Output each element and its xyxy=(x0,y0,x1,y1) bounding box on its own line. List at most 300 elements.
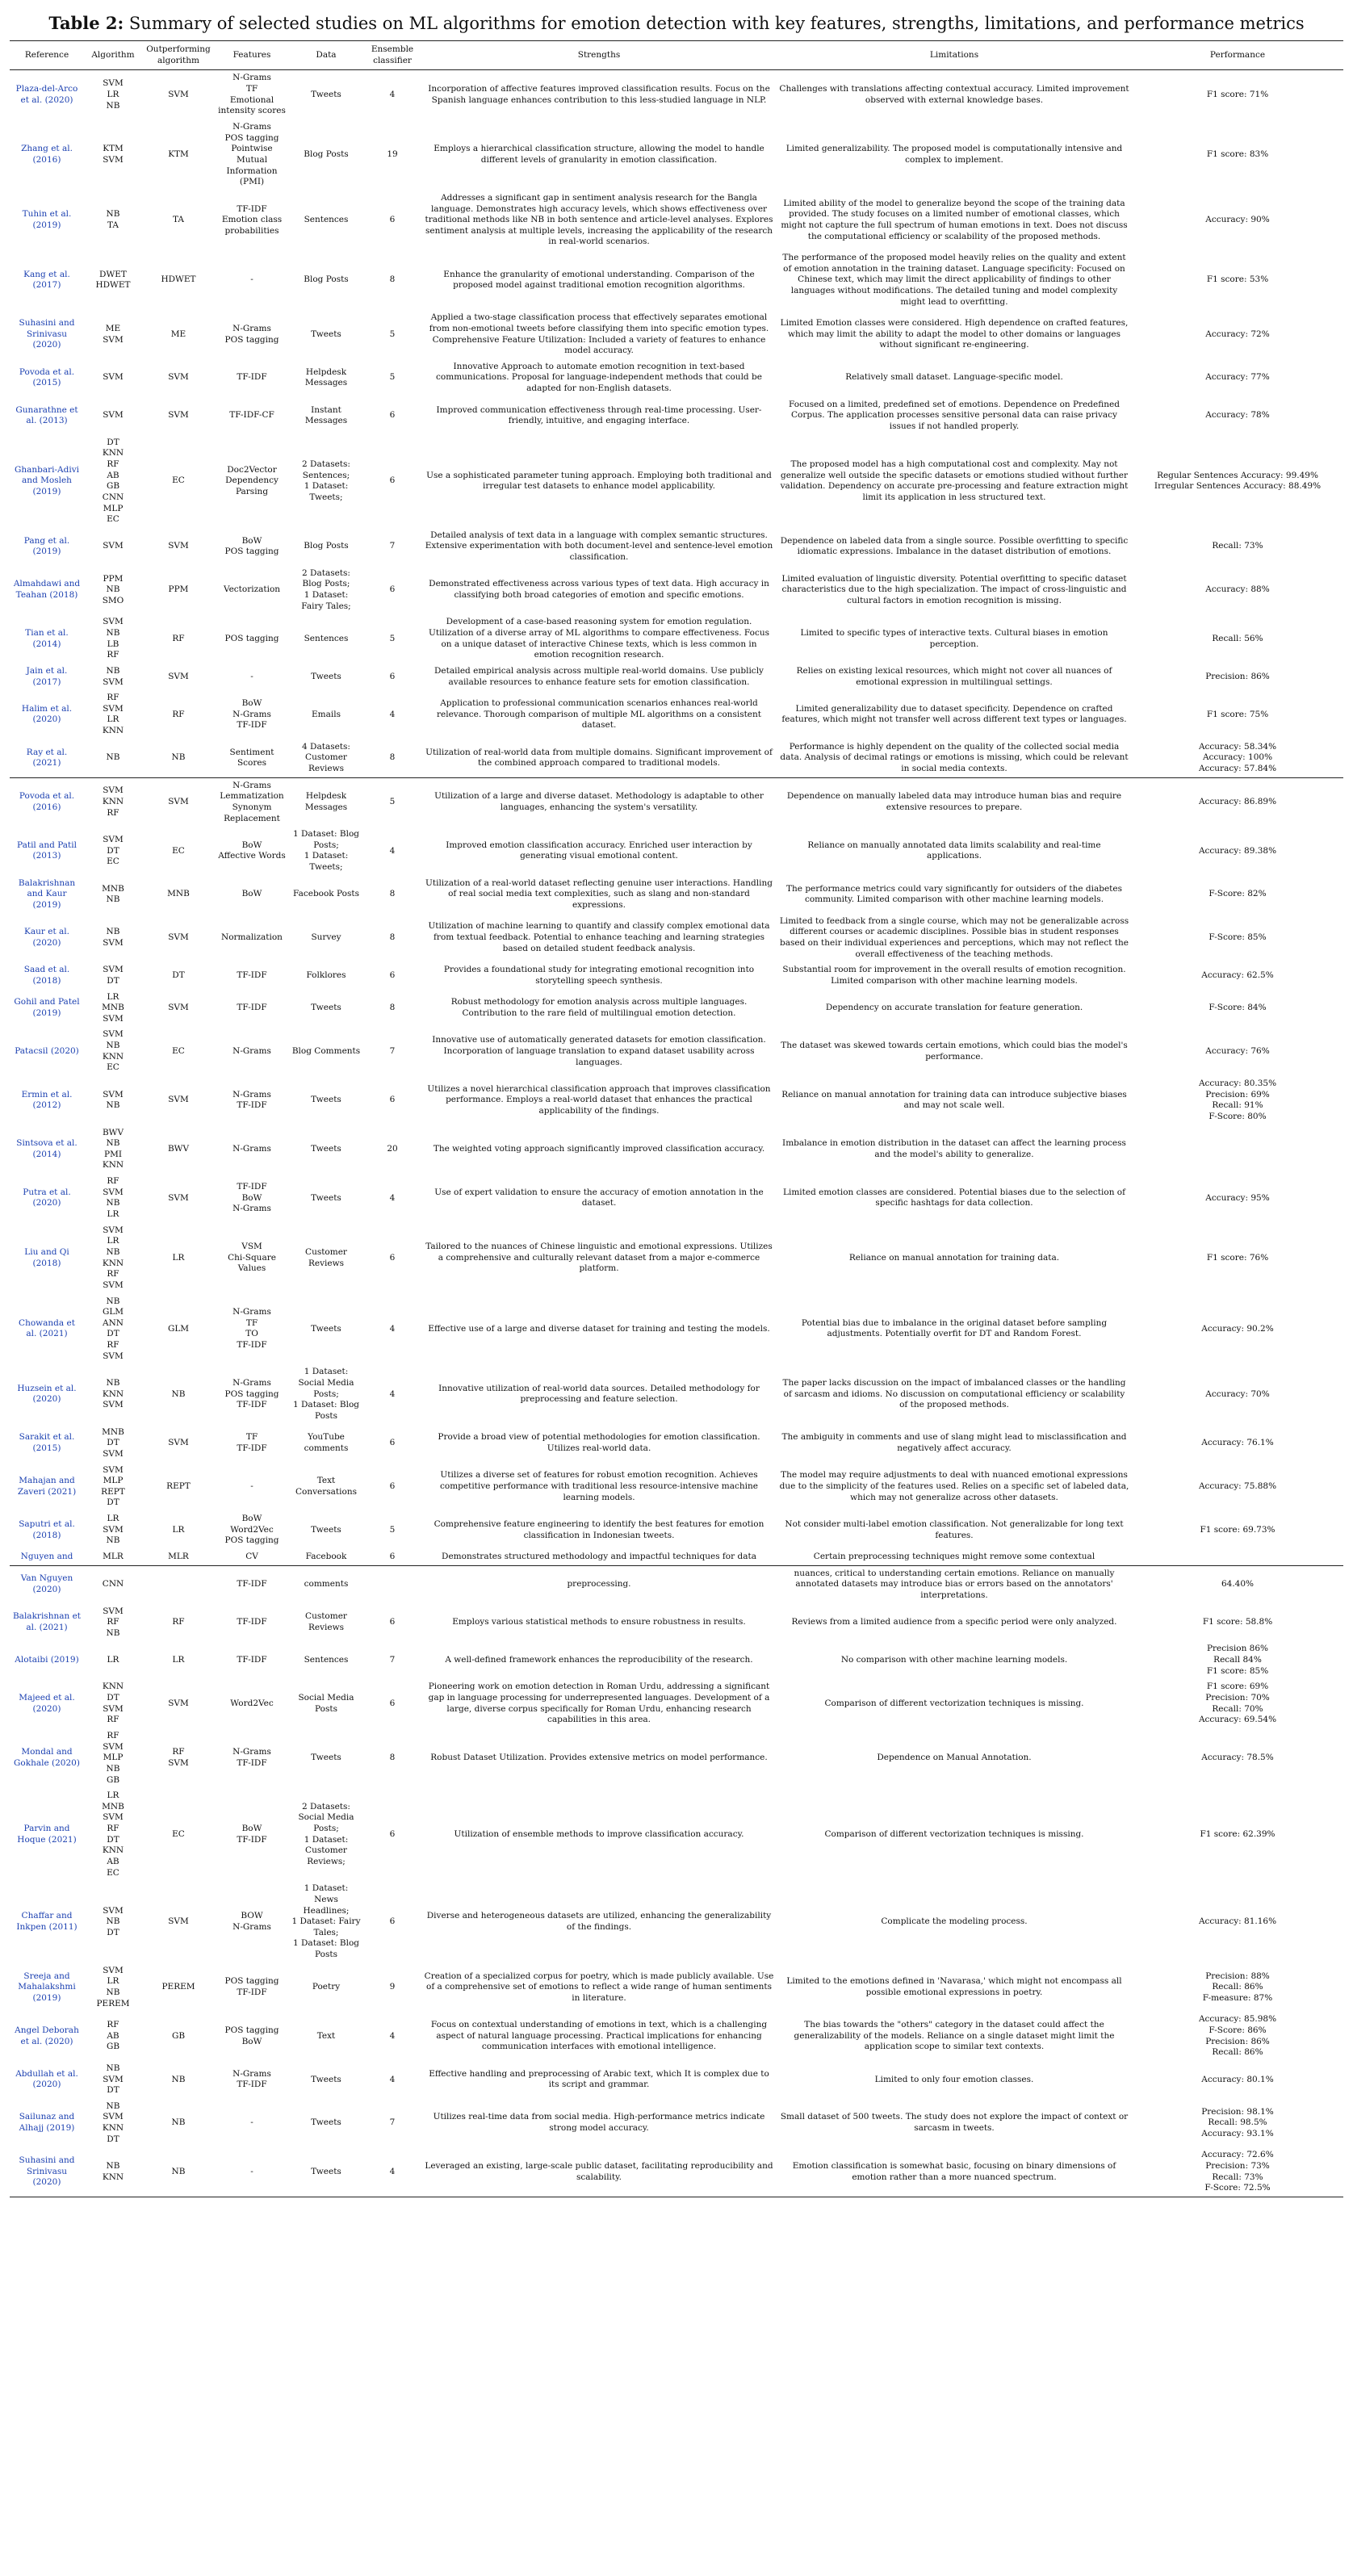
features-cell: TF-IDF Emotion class probabilities xyxy=(221,203,283,236)
performance-cell: Accuracy: 95% xyxy=(1205,1192,1270,1203)
table-row xyxy=(10,435,1343,528)
data-cell: Customer Reviews xyxy=(305,1611,347,1632)
ensemble-cell: 6 xyxy=(389,410,396,421)
header-limitations: Limitations xyxy=(777,41,1132,70)
data-cell: Tweets xyxy=(311,1095,341,1105)
algorithm-cell: NB GLM ANN DT RF SVM xyxy=(102,1296,124,1361)
performance-cell: Accuracy: 78.5% xyxy=(1201,1753,1274,1763)
reference-cell[interactable]: Putra et al. (2020) xyxy=(23,1187,71,1208)
strengths-cell: Utilization of real-world data from multiple domains. Significant improvement of the combined approach compared to traditional models. xyxy=(421,739,777,777)
performance-cell: Accuracy: 76% xyxy=(1205,1045,1270,1056)
table-row xyxy=(10,1174,1343,1223)
reference-cell[interactable]: Sreeja and Mahalakshmi (2019) xyxy=(18,1971,76,2003)
table-row xyxy=(10,827,1343,876)
reference-cell[interactable]: Plaza-del-Arco et al. (2020) xyxy=(15,84,78,105)
algorithm-cell: RF SVM MLP NB GB xyxy=(103,1730,124,1785)
reference-cell[interactable]: Povoda et al. (2015) xyxy=(19,367,75,388)
algorithm-cell: MLR xyxy=(84,1549,142,1565)
reference-cell[interactable]: Suhasini and Srinivasu (2020) xyxy=(19,318,75,350)
ensemble-cell: 20 xyxy=(387,1144,398,1154)
reference-cell[interactable]: Halim et al. (2020) xyxy=(21,703,73,725)
performance-cell: Accuracy: 90% xyxy=(1205,215,1270,225)
strengths-cell: Provide a broad view of potential methodologies for emotion classification. Utilizes real-world data. xyxy=(438,1432,760,1454)
performance-cell: Accuracy: 78% xyxy=(1205,410,1270,421)
table-row xyxy=(10,1425,1343,1463)
features-cell: TF-IDF xyxy=(237,1579,267,1590)
reference-cell[interactable]: Balakrishnan and Kaur (2019) xyxy=(18,878,76,911)
data-cell: Tweets xyxy=(311,1003,341,1013)
data-cell: Blog Posts xyxy=(304,541,349,551)
ensemble-cell: 6 xyxy=(389,215,396,225)
header-reference: Reference xyxy=(10,41,84,70)
performance-cell: Precision 86% Recall 84% F1 score: 85% xyxy=(1206,1644,1269,1676)
performance-cell: Accuracy: 85.98% F-Score: 86% Precision: 86% Recall: 86% xyxy=(1198,2014,1277,2058)
table-row xyxy=(10,1294,1343,1365)
reference-cell[interactable]: Tian et al. (2014) xyxy=(25,627,69,649)
reference-cell[interactable]: Sarakit et al. (2015) xyxy=(19,1432,75,1454)
data-cell: Instant Messages xyxy=(304,404,348,426)
table-row xyxy=(10,397,1343,435)
limitations-cell: Relies on existing lexical resources, which might not cover all nuances of emotional expression in multilingual settings. xyxy=(796,665,1112,687)
table-row xyxy=(10,191,1343,250)
outperforming-cell: SVM xyxy=(168,1916,189,1927)
limitations-cell: The performance of the proposed model heavily relies on the quality and extent of emotion annotation in the training dataset. Language specificity: Focused on Chinese text, which may limit the direct applicability of findings to other languages without modifications. The detailed tuning and model complexity might lead to overfitting. xyxy=(782,253,1126,307)
outperforming-cell: SVM xyxy=(168,89,189,99)
reference-cell[interactable]: Gohil and Patel (2019) xyxy=(14,997,80,1018)
outperforming-cell: SVM xyxy=(168,1438,189,1448)
limitations-cell: Limited evaluation of linguistic diversity. Potential overfitting to specific dataset characteristics due to the high specialization. The impact of cross-linguistic and cultural factors in emotion recognition is missing. xyxy=(781,573,1127,605)
performance-cell: Precision: 88% Recall: 86% F-measure: 87% xyxy=(1202,1971,1273,2003)
outperforming-cell: NB xyxy=(171,2117,186,2128)
features-cell: POS tagging TF-IDF xyxy=(224,1976,279,1998)
table-row xyxy=(10,1565,1343,1603)
table-row xyxy=(10,739,1343,777)
reference-cell[interactable]: Tuhin et al. (2019) xyxy=(22,209,72,230)
data-cell: Tweets xyxy=(311,1753,341,1763)
reference-cell[interactable]: Ray et al. (2021) xyxy=(10,739,84,777)
header-strengths: Strengths xyxy=(421,41,777,70)
data-cell: Tweets xyxy=(311,671,341,681)
strengths-cell: Addresses a significant gap in sentiment analysis research for the Bangla language. Demonstrates high accuracy levels, which shows effectiveness over traditional methods like NB in both sentence and article-level analyses. Explores sentiment analysis at multiple levels, increasing the applicability of the research in real-world scenarios. xyxy=(425,192,773,247)
ensemble-cell: 4 xyxy=(389,709,396,719)
reference-cell[interactable]: Abdullah et al. (2020) xyxy=(15,2068,78,2090)
reference-cell[interactable]: Mahajan and Zaveri (2021) xyxy=(17,1476,77,1497)
limitations-cell: Relatively small dataset. Language-specific model. xyxy=(845,372,1063,383)
features-cell: - xyxy=(250,1481,253,1491)
features-cell: CV xyxy=(215,1549,289,1565)
features-cell: Sentiment Scores xyxy=(215,739,289,777)
header-row xyxy=(10,41,1343,70)
table-row xyxy=(10,1511,1343,1549)
outperforming-cell: RF xyxy=(172,633,185,643)
ensemble-cell: 4 xyxy=(363,2147,421,2197)
outperforming-cell: BWV xyxy=(167,1144,190,1154)
ensemble-cell: 8 xyxy=(389,932,396,943)
limitations-cell: Emotion classification is somewhat basic, focusing on binary dimensions of emotion rather than a more nuanced spectrum. xyxy=(777,2147,1132,2197)
strengths-cell: Applied a two-stage classification process that effectively separates emotional from non-emotional tweets before classifying them into specific emotion types. Comprehensive Feature Utilization: Included a variety of features to enhance model accuracy. xyxy=(429,312,769,356)
algorithm-cell: NB TA xyxy=(106,209,120,230)
data-cell: Facebook xyxy=(289,1549,363,1565)
algorithm-cell: SVM NB xyxy=(103,1089,124,1111)
performance-cell: 64.40% xyxy=(1221,1579,1255,1590)
table-row xyxy=(10,690,1343,739)
strengths-cell: Enhance the granularity of emotional understanding. Comparison of the proposed model against traditional emotion recognition algorithms. xyxy=(443,269,755,291)
strengths-cell: Effective handling and preprocessing of Arabic text, which It is complex due to its script and grammar. xyxy=(429,2068,769,2090)
ensemble-cell: 6 xyxy=(389,1438,396,1448)
outperforming-cell: EC xyxy=(172,1045,185,1056)
features-cell: N-Grams POS tagging TF-IDF xyxy=(224,1378,279,1410)
strengths-cell: Employs a hierarchical classification structure, allowing the model to handle different levels of granularity in emotion classification. xyxy=(434,144,764,165)
reference-cell[interactable]: Gunarathne et al. (2013) xyxy=(15,404,78,426)
data-cell: Tweets xyxy=(311,89,341,99)
ensemble-cell: 7 xyxy=(389,2117,396,2128)
algorithm-cell: SVM DT EC xyxy=(103,835,124,867)
outperforming-cell: SVM xyxy=(168,410,189,421)
limitations-cell: Potential bias due to imbalance in the original dataset before sampling adjustments. Potentially overfit for DT and Random Forest. xyxy=(801,1317,1108,1339)
strengths-cell: A well-defined framework enhances the reproducibility of the research. xyxy=(445,1655,753,1665)
reference-cell[interactable]: Balakrishnan et al. (2021) xyxy=(12,1611,82,1632)
table-caption xyxy=(10,13,1343,34)
outperforming-cell: LR xyxy=(172,1524,185,1535)
data-cell: Helpdesk Messages xyxy=(304,791,348,812)
limitations-cell: Performance is highly dependent on the quality of the collected social media data. Analysis of decimal ratings or emotions is missing, which could be relevant in social media contexts. xyxy=(777,739,1132,777)
reference-cell[interactable]: Liu and Qi (2018) xyxy=(24,1246,69,1268)
performance-cell: Accuracy: 80.1% xyxy=(1201,2074,1274,2084)
performance-cell: Recall: 73% xyxy=(1212,541,1263,551)
limitations-cell: Reliance on manually annotated data limits scalability and real-time applications. xyxy=(807,840,1101,861)
reference-cell[interactable]: Povoda et al. (2016) xyxy=(19,791,75,812)
performance-cell: F1 score: 58.8% xyxy=(1202,1617,1273,1627)
table-row xyxy=(10,2012,1343,2061)
reference-cell[interactable]: Chowanda et al. (2021) xyxy=(19,1317,75,1339)
strengths-cell: Detailed analysis of text data in a language with complex semantic structures. Extensive experimentation with both document-level and sentence-level emotion classification. xyxy=(425,530,773,563)
limitations-cell: The ambiguity in comments and use of slang might lead to misclassification and negatively affect accuracy. xyxy=(781,1432,1127,1454)
data-cell: 2 Datasets: Sentences; 1 Dataset: Tweets; xyxy=(302,459,350,502)
features-cell: VSM Chi-Square Values xyxy=(228,1242,276,1274)
algorithm-cell: SVM KNN RF xyxy=(102,785,124,818)
reference-cell[interactable]: Kang et al. (2017) xyxy=(23,269,70,291)
ensemble-cell: 6 xyxy=(389,970,396,981)
header-features: Features xyxy=(215,41,289,70)
algorithm-cell: SVM DT xyxy=(103,965,124,986)
strengths-cell: Application to professional communication scenarios enhances real-world relevance. Thorough comparison of multiple ML algorithms on a consistent dataset. xyxy=(437,697,761,731)
limitations-cell: Reliance on manual annotation for training data can introduce subjective biases and may not scale well. xyxy=(781,1089,1127,1111)
table-row xyxy=(10,1125,1343,1175)
features-cell: N-Grams TF TO TF-IDF xyxy=(232,1307,271,1351)
strengths-cell: Focus on contextual understanding of emotions in text, which is a challenging aspect of natural language processing. Practical implications for enhancing communication interfaces with emotional intelligence. xyxy=(430,2020,768,2052)
table-row xyxy=(10,1728,1343,1788)
strengths-cell: Innovative Approach to automate emotion recognition in text-based communications. Proposal for language-independent methods that could be adapted for non-English datasets. xyxy=(436,361,762,394)
performance-cell xyxy=(1132,1125,1343,1175)
reference-cell[interactable]: Majeed et al. (2020) xyxy=(19,1693,75,1714)
ensemble-cell: 6 xyxy=(389,1916,396,1927)
algorithm-cell: SVM LR NB KNN RF SVM xyxy=(102,1225,124,1290)
limitations-cell: Reviews from a limited audience from a specific period were only analyzed. xyxy=(791,1617,1117,1627)
table-row xyxy=(10,1604,1343,1642)
table-row xyxy=(10,310,1343,359)
ensemble-cell: 8 xyxy=(363,739,421,777)
ensemble-cell: 8 xyxy=(389,1753,396,1763)
data-cell: Blog Comments xyxy=(291,1045,361,1056)
reference-cell[interactable]: Nguyen and xyxy=(10,1549,84,1565)
strengths-cell: Employs various statistical methods to ensure robustness in results. xyxy=(452,1617,746,1627)
strengths-cell: Tailored to the nuances of Chinese linguistic and emotional expressions. Utilizes a comprehensive and culturally relevant dataset from a major e-commerce platform. xyxy=(425,1242,773,1274)
limitations-cell: Certain preprocessing techniques might remove some contextual xyxy=(777,1549,1132,1565)
data-cell: Tweets xyxy=(311,2117,341,2128)
features-cell: N-Grams TF-IDF xyxy=(232,1089,271,1111)
header-performance: Performance xyxy=(1132,41,1343,70)
table-row xyxy=(10,1679,1343,1728)
performance-cell: F1 score: 76% xyxy=(1206,1252,1269,1263)
algorithm-cell: LR xyxy=(107,1655,119,1665)
reference-cell[interactable]: Suhasini and Srinivasu (2020) xyxy=(10,2147,84,2197)
caption-label: Table 2: xyxy=(48,13,124,33)
features-cell: TF-IDF-CF xyxy=(229,410,274,421)
ensemble-cell: 5 xyxy=(389,1524,396,1535)
table-row xyxy=(10,528,1343,566)
features-cell: Word2Vec xyxy=(230,1698,274,1708)
strengths-cell: Improved emotion classification accuracy. Enriched user interaction by generating visual emotional content. xyxy=(446,840,752,861)
outperforming-cell: PPM xyxy=(168,584,189,595)
features-cell: N-Grams TF Emotional intensity scores xyxy=(218,73,286,116)
ensemble-cell: 8 xyxy=(389,274,396,285)
algorithm-cell: LR MNB SVM xyxy=(102,991,124,1024)
reference-cell[interactable]: Almahdawi and Teahan (2018) xyxy=(13,579,81,601)
data-cell: Tweets xyxy=(311,1192,341,1203)
limitations-cell: Limited to the emotions defined in 'Navarasa,' which might not encompass all possible emotional expressions in poetry. xyxy=(786,1976,1122,1998)
strengths-cell: Use of expert validation to ensure the accuracy of emotion annotation in the dataset. xyxy=(434,1187,764,1208)
outperforming-cell: KTM xyxy=(168,149,189,160)
limitations-cell: Small dataset of 500 tweets. The study does not explore the impact of context or sarcasm in tweets. xyxy=(780,2112,1129,2134)
ensemble-cell: 4 xyxy=(389,89,396,99)
header-algorithm: Algorithm xyxy=(84,41,142,70)
algorithm-cell: SVM LR NB PEREM xyxy=(96,1965,130,2008)
outperforming-cell: MLR xyxy=(142,1549,215,1565)
ensemble-cell: 6 xyxy=(389,1698,396,1708)
performance-cell: Accuracy: 76.1% xyxy=(1201,1438,1274,1448)
reference-cell[interactable]: Pang et al. (2019) xyxy=(23,535,70,557)
algorithm-cell: RF SVM LR KNN xyxy=(102,693,124,736)
features-cell: Doc2Vector Dependency Parsing xyxy=(225,464,279,497)
strengths-cell: Creation of a specialized corpus for poetry, which is made publicly available. Use of a comprehensive set of emotions to reflect a wide range of human sentiments in literature. xyxy=(424,1971,774,2003)
strengths-cell: Development of a case-based reasoning system for emotion regulation. Utilization of a diverse array of ML algorithms to compare effectiveness. Focus on a unique dataset of interactive Chinese texts, which is less common in emotion recognition research. xyxy=(429,617,769,660)
table-row xyxy=(10,359,1343,397)
strengths-cell: Demonstrates structured methodology and impactful techniques for data xyxy=(421,1549,777,1565)
features-cell: TF-IDF BoW N-Grams xyxy=(232,1181,271,1214)
algorithm-cell: SVM LR NB xyxy=(103,78,124,111)
outperforming-cell: SVM xyxy=(168,1698,189,1708)
data-cell: 1 Dataset: Blog Posts; 1 Dataset: Tweets; xyxy=(293,829,359,873)
ensemble-cell: 4 xyxy=(389,1389,396,1399)
features-cell: BoW POS tagging xyxy=(224,535,279,557)
table-row xyxy=(10,1788,1343,1881)
limitations-cell: Substantial room for improvement in the overall results of emotion recognition. Limited comparison with other machine learning models. xyxy=(782,965,1126,986)
performance-cell: F-Score: 85% xyxy=(1208,932,1267,943)
table-row xyxy=(10,1641,1343,1679)
data-cell: Tweets xyxy=(311,2074,341,2084)
outperforming-cell xyxy=(142,1565,215,1603)
table-row xyxy=(10,250,1343,310)
reference-cell[interactable]: Parvin and Hoque (2021) xyxy=(17,1824,77,1845)
limitations-cell: The bias towards the "others" category in the dataset could affect the generalizability of the models. Reliance on a single dataset might limit the application scope to similar text contexts. xyxy=(794,2020,1115,2052)
reference-cell[interactable]: Sailunaz and Alhajj (2019) xyxy=(19,2112,75,2134)
performance-cell: F1 score: 69.73% xyxy=(1200,1524,1276,1535)
algorithm-cell: SVM NB DT xyxy=(103,1905,124,1937)
performance-cell: F1 score: 62.39% xyxy=(1200,1828,1276,1839)
ensemble-cell: 4 xyxy=(389,2074,396,2084)
performance-cell: Precision: 86% xyxy=(1205,671,1270,681)
performance-cell: F-Score: 84% xyxy=(1208,1003,1267,1013)
outperforming-cell: LR xyxy=(172,1655,185,1665)
features-cell: N-Grams xyxy=(232,1045,271,1056)
table-row xyxy=(10,70,1343,119)
reference-cell[interactable]: Ghanbari-Adivi and Mosleh (2019) xyxy=(14,464,80,497)
limitations-cell: The dataset was skewed towards certain emotions, which could bias the model's performance. xyxy=(781,1041,1128,1062)
algorithm-cell: SVM NB LB RF xyxy=(103,617,124,660)
algorithm-cell: KNN DT SVM RF xyxy=(102,1682,124,1725)
strengths-cell: Demonstrated effectiveness across various types of text data. High accuracy in classifying both broad categories of emotion and specific emotions. xyxy=(429,579,769,601)
limitations-cell: The paper lacks discussion on the impact of imbalanced classes or the handling of sarcasm and idioms. No discussion on computational efficiency or scalability of the proposed methods. xyxy=(782,1378,1126,1410)
performance-cell: Accuracy: 80.35% Precision: 69% Recall: 91% F-Score: 80% xyxy=(1198,1079,1277,1121)
reference-cell[interactable]: Patil and Patil (2013) xyxy=(17,840,77,861)
outperforming-cell: SVM xyxy=(168,1095,189,1105)
reference-cell[interactable]: Van Nguyen (2020) xyxy=(20,1573,73,1595)
algorithm-cell: NB SVM xyxy=(103,927,124,948)
performance-cell: Recall: 56% xyxy=(1212,633,1263,643)
ensemble-cell: 4 xyxy=(389,1323,396,1334)
data-cell: Tweets xyxy=(289,2147,363,2197)
data-cell: Tweets xyxy=(311,1524,341,1535)
limitations-cell: Limited generalizability. The proposed model is computationally intensive and complex to implement. xyxy=(785,144,1123,165)
features-cell: TF TF-IDF xyxy=(237,1432,267,1454)
limitations-cell: Dependence on manually labeled data may introduce human bias and require extensive resources to prepare. xyxy=(786,791,1122,812)
table-body xyxy=(10,70,1343,2197)
reference-cell[interactable]: Angel Deborah et al. (2020) xyxy=(15,2025,79,2046)
performance-cell: Accuracy: 90.2% xyxy=(1201,1323,1274,1334)
strengths-cell: Utilizes a novel hierarchical classification approach that improves classification performance. Employs a real-world dataset that enhances the practical applicability of the findings. xyxy=(427,1083,771,1116)
limitations-cell: Imbalance in emotion distribution in the dataset can affect the learning process and the model's ability to generalize. xyxy=(782,1138,1126,1159)
reference-cell[interactable]: Kaur et al. (2020) xyxy=(24,927,69,948)
reference-cell[interactable]: Saputri et al. (2018) xyxy=(19,1518,75,1540)
limitations-cell: Challenges with translations affecting contextual accuracy. Limited improvement observed with external knowledge bases. xyxy=(779,84,1129,105)
limitations-cell: nuances, critical to understanding certain emotions. Reliance on manually annotated datasets may introduce bias or errors based on the annotators' interpretations. xyxy=(794,1568,1115,1600)
table-row xyxy=(10,566,1343,615)
features-cell: N-Grams POS tagging Pointwise Mutual Information (PMI) xyxy=(224,122,279,187)
reference-cell[interactable]: Huzsein et al. (2020) xyxy=(17,1383,77,1405)
ensemble-cell: 6 xyxy=(389,1095,396,1105)
data-cell: Sentences xyxy=(304,633,349,643)
outperforming-cell: MNB xyxy=(167,889,190,899)
data-cell: Poetry xyxy=(312,1982,341,1992)
performance-cell: Accuracy: 81.16% xyxy=(1198,1916,1277,1927)
outperforming-cell: NB xyxy=(171,2074,186,2084)
features-cell: BOW N-Grams xyxy=(232,1911,271,1933)
strengths-cell: Utilization of ensemble methods to improve classification accuracy. xyxy=(454,1828,744,1839)
strengths-cell: Utilization of a real-world dataset reflecting genuine user interactions. Handling of real social media text complexities, such as slang and non-standard expressions. xyxy=(425,878,773,911)
reference-cell[interactable]: Chaffar and Inkpen (2011) xyxy=(16,1911,77,1933)
performance-cell: Accuracy: 89.38% xyxy=(1198,845,1277,856)
data-cell: 1 Dataset: Social Media Posts; 1 Dataset: Blog Posts xyxy=(293,1367,359,1421)
data-cell: Survey xyxy=(311,932,341,943)
ensemble-cell: 4 xyxy=(389,2030,396,2041)
limitations-cell: Comparison of different vectorization techniques is missing. xyxy=(824,1698,1084,1708)
header-ensemble: Ensemble classifier xyxy=(363,41,421,70)
algorithm-cell: NB SVM KNN DT xyxy=(102,2101,124,2144)
reference-cell[interactable]: Sintsova et al. (2014) xyxy=(16,1138,77,1159)
outperforming-cell: SVM xyxy=(168,1192,189,1203)
table-row xyxy=(10,1463,1343,1512)
strengths-cell: Innovative utilization of real-world data sources. Detailed methodology for preprocessing and feature selection. xyxy=(438,1383,760,1405)
limitations-cell: No comparison with other machine learning models. xyxy=(840,1655,1068,1665)
ensemble-cell: 7 xyxy=(389,1045,396,1056)
performance-cell: F1 score: 69% Precision: 70% Recall: 70% Accuracy: 69.54% xyxy=(1198,1682,1277,1725)
data-cell: Emails xyxy=(312,709,341,719)
performance-cell xyxy=(1132,1549,1343,1565)
algorithm-cell: SVM xyxy=(103,410,124,421)
data-cell: Text Conversations xyxy=(295,1476,357,1497)
reference-cell[interactable]: Patacsil (2020) xyxy=(15,1045,79,1056)
data-cell: Tweets xyxy=(311,1144,341,1154)
limitations-cell: Limited generalizability due to dataset specificity. Dependence on crafted features, which might not transfer well across different text types or languages. xyxy=(781,703,1127,725)
performance-cell: Accuracy: 62.5% xyxy=(1201,970,1274,981)
performance-cell: Precision: 98.1% Recall: 98.5% Accuracy: 93.1% xyxy=(1201,2106,1274,2138)
outperforming-cell: HDWET xyxy=(161,274,196,285)
reference-cell[interactable]: Jain et al. (2017) xyxy=(26,665,68,687)
performance-cell: F1 score: 53% xyxy=(1206,274,1269,285)
data-cell: Folklores xyxy=(306,970,346,981)
performance-cell: Accuracy: 58.34% Accuracy: 100% Accuracy: 57.84% xyxy=(1132,739,1343,777)
features-cell: BoW Word2Vec POS tagging xyxy=(224,1514,279,1546)
caption-text: Summary of selected studies on ML algorithms for emotion detection with key features, strengths, limitations, and performance metrics xyxy=(124,14,1305,33)
performance-cell: Accuracy: 72.6% Precision: 73% Recall: 73% F-Score: 72.5% xyxy=(1132,2147,1343,2197)
features-cell: N-Grams POS tagging xyxy=(224,323,279,345)
performance-cell: Accuracy: 70% xyxy=(1205,1389,1270,1399)
table-row xyxy=(10,962,1343,989)
algorithm-cell: RF AB GB xyxy=(106,2020,120,2052)
features-cell: N-Grams TF-IDF xyxy=(232,1747,271,1769)
data-cell: Sentences xyxy=(304,215,349,225)
reference-cell[interactable]: Alotaibi (2019) xyxy=(15,1655,79,1665)
features-cell: - xyxy=(250,671,253,681)
algorithm-cell: SVM MLP REPT DT xyxy=(101,1464,125,1508)
outperforming-cell: RF xyxy=(172,1617,185,1627)
features-cell: TF-IDF xyxy=(237,1655,267,1665)
features-cell: N-Grams TF-IDF xyxy=(232,2068,271,2090)
ensemble-cell: 6 xyxy=(389,1252,396,1263)
strengths-cell: Comprehensive feature engineering to identify the best features for emotion classification in Indonesian tweets. xyxy=(434,1518,764,1540)
table-row xyxy=(10,1076,1343,1125)
performance-cell: F1 score: 83% xyxy=(1206,149,1269,160)
strengths-cell: The weighted voting approach significantly improved classification accuracy. xyxy=(433,1144,765,1154)
table-row xyxy=(10,2099,1343,2148)
outperforming-cell: SVM xyxy=(168,797,189,807)
outperforming-cell: REPT xyxy=(166,1481,191,1491)
features-cell: BoW Affective Words xyxy=(218,840,286,861)
reference-cell[interactable]: Saad et al. (2018) xyxy=(23,965,70,986)
limitations-cell: Limited to only four emotion classes. xyxy=(874,2074,1034,2084)
data-cell: Text xyxy=(316,2030,336,2041)
reference-cell[interactable]: Mondal and Gokhale (2020) xyxy=(14,1747,80,1769)
algorithm-cell: DWET HDWET xyxy=(95,269,131,291)
data-cell: comments xyxy=(304,1579,349,1590)
features-cell: POS tagging BoW xyxy=(224,2025,279,2046)
performance-cell: F1 score: 75% xyxy=(1206,709,1269,719)
data-cell: YouTube comments xyxy=(304,1432,349,1454)
reference-cell[interactable]: Zhang et al. (2016) xyxy=(21,144,73,165)
algorithm-cell: MNB DT SVM xyxy=(102,1426,124,1459)
reference-cell[interactable]: Ermin et al. (2012) xyxy=(21,1089,73,1111)
strengths-cell: Utilization of a large and diverse dataset. Methodology is adaptable to other languages, enhancing the system's versatility. xyxy=(434,791,764,812)
